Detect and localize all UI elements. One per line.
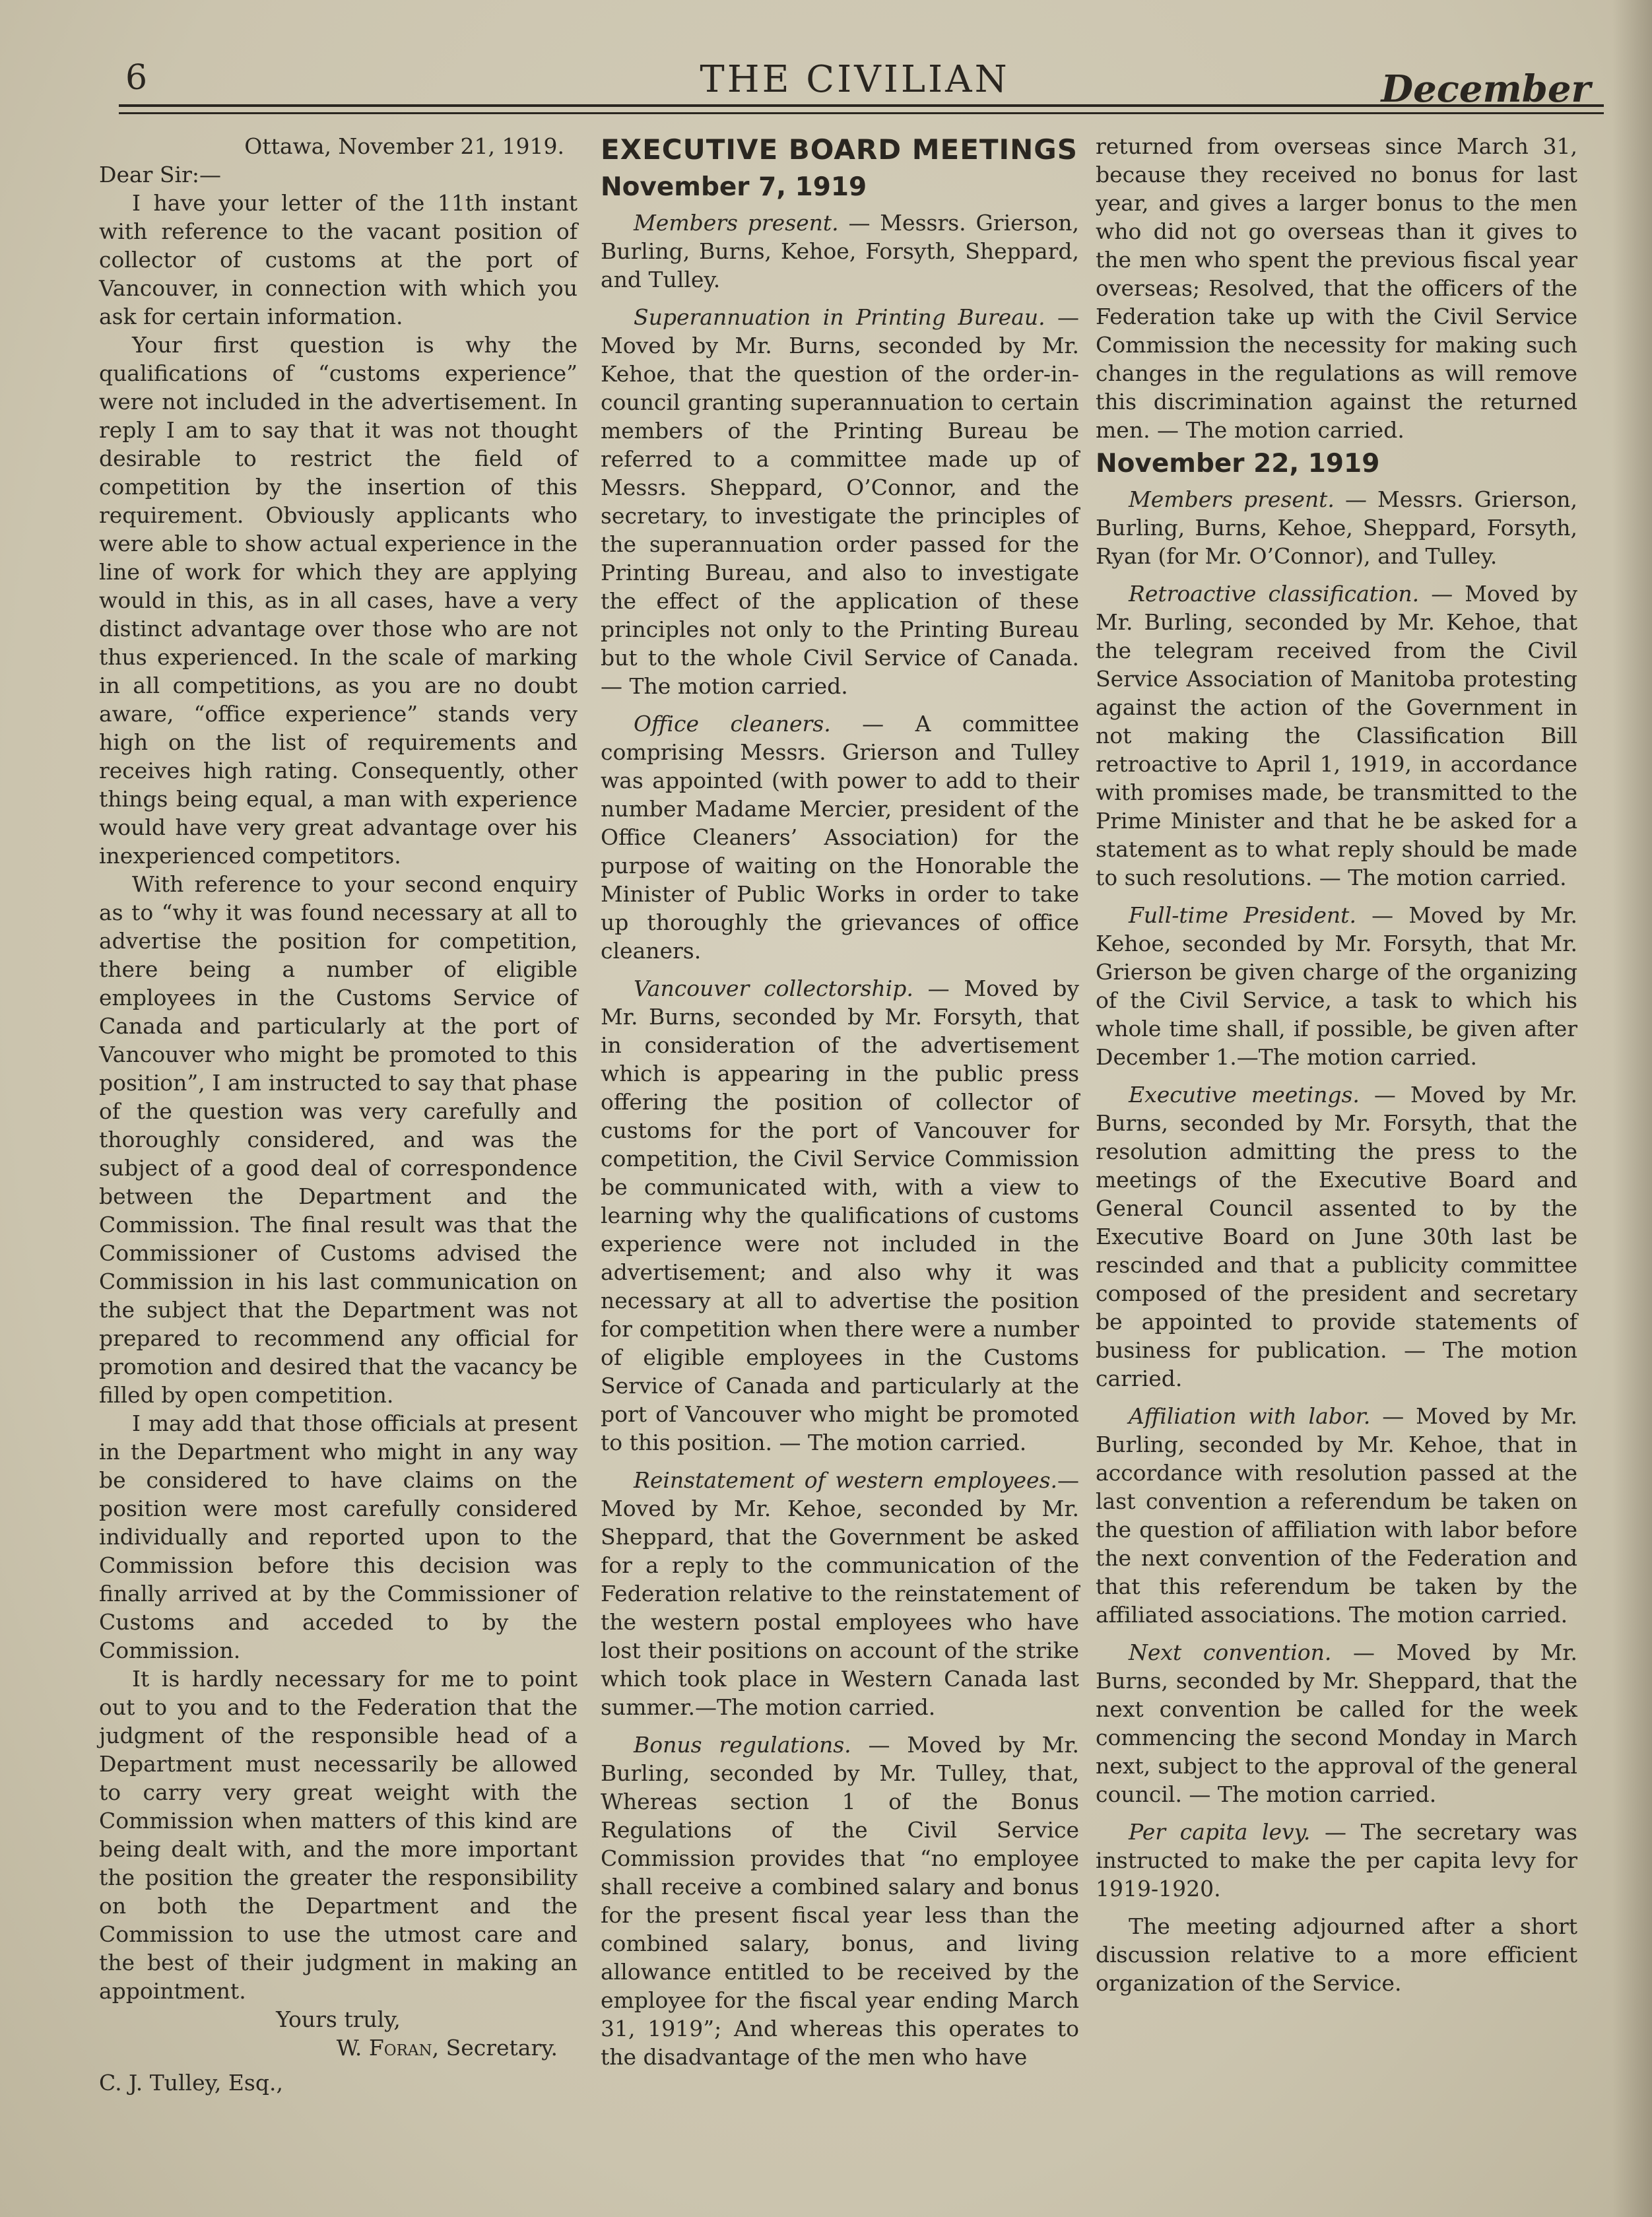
- item-text: — Moved by Mr. Kehoe, seconded by Mr. Sheppard, that the Government be asked for a reply to the communication of the Federation relative to the reinstatement of the western postal employees who have lost their positions on account of the strike which took place in Western Canada last summer.—The motion carried.: [601, 1467, 1079, 1720]
- item-text: — Moved by Mr. Burling, seconded by Mr. Kehoe, that in accordance with resolution passed at the last convention a referendum be taken on the question of affiliation with labor before the next convention of the Federation and that this referendum be taken by the affiliated associations. The motion carried.: [1096, 1403, 1577, 1628]
- spacer: [1096, 1808, 1577, 1818]
- minute-item: [601, 303, 1079, 700]
- item-text: — Moved by Mr. Burns, seconded by Mr. Kehoe, that the question of the order-in-council granting superannuation to certain members of the Printing Bureau be referred to a committee made up of Messrs. Sheppard, O’Connor, and the secretary, to investigate the principles of the superannuation order passed for the Printing Bureau, and also to investigate the effect of the application of these principles not only to the Printing Bureau but to the whole Civil Service of Canada. — The motion carried.: [601, 304, 1079, 699]
- item-label: Retroactive classification.: [1129, 581, 1420, 607]
- board-column-1: [601, 132, 1079, 2071]
- item-text: — Moved by Mr. Burling, seconded by Mr. Kehoe, that the telegram received from the Civil Service Association of Manitoba protesting against the action of the Government in not making the Classification Bill retroactive to April 1, 1919, in accordance with promises made, be transmitted to the Prime Minister and that he be asked for a statement as to what reply should be made to such resolutions. — The motion carried.: [1096, 581, 1577, 890]
- item-label: Executive meetings.: [1129, 1082, 1360, 1108]
- minute-item: [601, 209, 1079, 294]
- minute-item: [601, 710, 1079, 965]
- spacer: [1096, 1071, 1577, 1080]
- item-label: Next convention.: [1129, 1639, 1332, 1665]
- letter-salutation: Dear Sir:—: [99, 162, 221, 187]
- item-label: Office cleaners.: [634, 711, 831, 737]
- letter-paragraph: I may add that those officials at present in the Department who might in any way be considered to have claims on the position were most carefully considered individually and reported upon to the Commission before this decision was finally arrived at by the Commissioner of Customs and acceded to by the Commission.: [99, 1410, 578, 1663]
- spacer: [1096, 570, 1577, 579]
- item-text: — The secretary was instructed to make the per capita levy for 1919-1920.: [1096, 1819, 1577, 1902]
- spacer: [1096, 1393, 1577, 1402]
- item-label: Superannuation in Printing Bureau.: [634, 304, 1045, 330]
- section-heading: EXECUTIVE BOARD MEETINGS: [601, 133, 1078, 166]
- signer-name: W. Foran: [336, 2035, 432, 2061]
- item-label: Vancouver collectorship.: [634, 976, 913, 1001]
- item-label: Members present.: [634, 210, 839, 236]
- masthead-rule: [119, 112, 1604, 114]
- minute-item: [1096, 901, 1577, 1071]
- masthead-rule: [119, 104, 1604, 107]
- letter-addressee: C. J. Tulley, Esq.,: [99, 2070, 283, 2096]
- minute-item: [1096, 1638, 1577, 1808]
- meeting-date: November 7, 1919: [601, 172, 867, 202]
- letter-paragraph: With reference to your second enquiry as to “why it was found necessary at all to advertise the position for competition, there being a number of eligible employees in the Customs Service of Canada and particularly at the port of Vancouver who might be promoted to this position”, I am instructed to say that phase of the question was very carefully and thoroughly considered, and was the subject of a good deal of correspondence between the Department and the Commission. The final result was that the Commissioner of Customs advised the Commission in his last communication on the subject that the Department was not prepared to recommend any official for promotion and desired that the vacancy be filled by open competition.: [99, 871, 578, 1408]
- item-text: — Moved by Mr. Burling, seconded by Mr. Tulley, that, Whereas section 1 of the Bonus Regulations of the Civil Service Commission provides that “no employee shall receive a combined salary and bonus for the present fiscal year less than the combined salary, bonus, and living allowance entitled to be received by the employee for the fiscal year ending March 31, 1919”; And whereas this operates to the disadvantage of the men who have: [601, 1732, 1079, 2070]
- closing-paragraph: The meeting adjourned after a short discussion relative to a more efficient organization of the Service.: [1096, 1913, 1577, 1996]
- minute-item: [1096, 485, 1577, 570]
- spacer: [1096, 1903, 1577, 1912]
- minute-item: [601, 1466, 1079, 1721]
- spacer: [1096, 892, 1577, 901]
- minute-item: [601, 974, 1079, 1457]
- letter-paragraph: It is hardly necessary for me to point out to you and to the Federation that the judgment of the responsible head of a Department must necessarily be allowed to carry very great weight with the Commission when matters of this kind are being dealt with, and the more important the position the greater the responsibility on both the Department and the Commission to use the utmost care and the best of their judgment in making an appointment.: [99, 1666, 578, 2004]
- spacer: [601, 1721, 1079, 1731]
- meeting-date: November 22, 1919: [1096, 449, 1380, 479]
- masthead: [119, 58, 1591, 111]
- signer-title: , Secretary.: [432, 2035, 558, 2061]
- issue-month: December: [1381, 67, 1591, 111]
- item-text: — Messrs. Grierson, Burling, Burns, Kehoe, Sheppard, Forsyth, Ryan (for Mr. O’Connor), and Tulley.: [1096, 486, 1577, 569]
- minute-item: [1096, 579, 1577, 892]
- minute-item-continued: returned from overseas since March 31, because they received no bonus for last year, and gives a larger bonus to the men who did not go overseas than it gives to the men who spent the previous fiscal year overseas; Resolved, that the officers of the Federation take up with the Civil Service Commission the necessity for making such changes in the regulations as will remove this discrimination against the returned men. — The motion carried.: [1096, 133, 1577, 443]
- minute-item: [1096, 1818, 1577, 1903]
- item-text: — A committee comprising Messrs. Grierson and Tulley was appointed (with power to add to their number Madame Mercier, president of the Office Cleaners’ Association) for the purpose of waiting on the Honorable the Minister of Public Works in order to take up thoroughly the grievances of office cleaners.: [601, 711, 1080, 964]
- page-number: 6: [125, 58, 148, 98]
- minute-item: [601, 1731, 1079, 2071]
- item-text: — Moved by Mr. Burns, seconded by Mr. Sheppard, that the next convention be called for the week commencing the second Monday in March next, subject to the approval of the general council. — The motion carried.: [1096, 1639, 1577, 1807]
- item-text: — Moved by Mr. Burns, seconded by Mr. Forsyth, that the resolution admitting the press to the meetings of the Executive Board and General Council assented to by the Executive Board on June 30th last be rescinded and that a publicity committee composed of the president and secretary be appointed to provide statements of business for publication. — The motion carried.: [1096, 1082, 1577, 1391]
- letter-column: [99, 132, 578, 2097]
- item-label: Members present.: [1129, 486, 1335, 512]
- minute-item: [1096, 1080, 1577, 1393]
- item-label: Affiliation with labor.: [1129, 1403, 1371, 1429]
- newspaper-title: THE CIVILIAN: [700, 58, 1010, 101]
- item-text: — Messrs. Grierson, Burling, Burns, Kehoe, Forsyth, Sheppard, and Tulley.: [601, 210, 1079, 292]
- letter-dateline: Ottawa, November 21, 1919.: [244, 133, 564, 159]
- item-text: — Moved by Mr. Burns, seconded by Mr. Forsyth, that in consideration of the advertisement which is appearing in the public press offering the position of collector of customs for the port of Vancouver for competition, the Civil Service Commission be communicated with, with a view to learning why the qualifications of customs experience were not included in the advertisement; and also why it was necessary at all to advertise the position for competition when there were a number of eligible employees in the Customs Service of Canada and particularly at the port of Vancouver who might be promoted to this position. — The motion carried.: [601, 976, 1079, 1455]
- page-edge-shadow: [1612, 0, 1652, 2217]
- board-column-2: [1096, 132, 1577, 1997]
- item-label: Per capita levy.: [1129, 1819, 1311, 1845]
- item-label: Reinstatement of western employees.: [634, 1467, 1057, 1493]
- item-label: Bonus regulations.: [634, 1732, 851, 1758]
- item-text: — Moved by Mr. Kehoe, seconded by Mr. Forsyth, that Mr. Grierson be given charge of the organizing of the Civil Service, a task to which his whole time shall, if possible, be given after December 1.—The motion carried.: [1096, 902, 1577, 1070]
- spacer: [1096, 1629, 1577, 1638]
- letter-paragraph: Your first question is why the qualifications of “customs experience” were not included in the advertisement. In reply I am to say that it was not thought desirable to restrict the field of competition by the insertion of this requirement. Obviously applicants who were able to show actual experience in the line of work for which they are applying would in this, as in all cases, have a very distinct advantage over those who are not thus experienced. In the scale of marking in all competitions, as you are no doubt aware, “office experience” stands very high on the list of requirements and receives high rating. Consequently, other things being equal, a man with experience would have very great advantage over his inexperienced competitors.: [99, 332, 578, 869]
- minute-item: [1096, 1402, 1577, 1629]
- item-label: Full-time President.: [1129, 902, 1356, 928]
- letter-paragraph: I have your letter of the 11th instant with reference to the vacant position of collector of customs at the port of Vancouver, in connection with which you ask for certain information.: [99, 190, 578, 329]
- letter-signature: [99, 2034, 578, 2062]
- letter-closing: Yours truly,: [276, 2006, 401, 2032]
